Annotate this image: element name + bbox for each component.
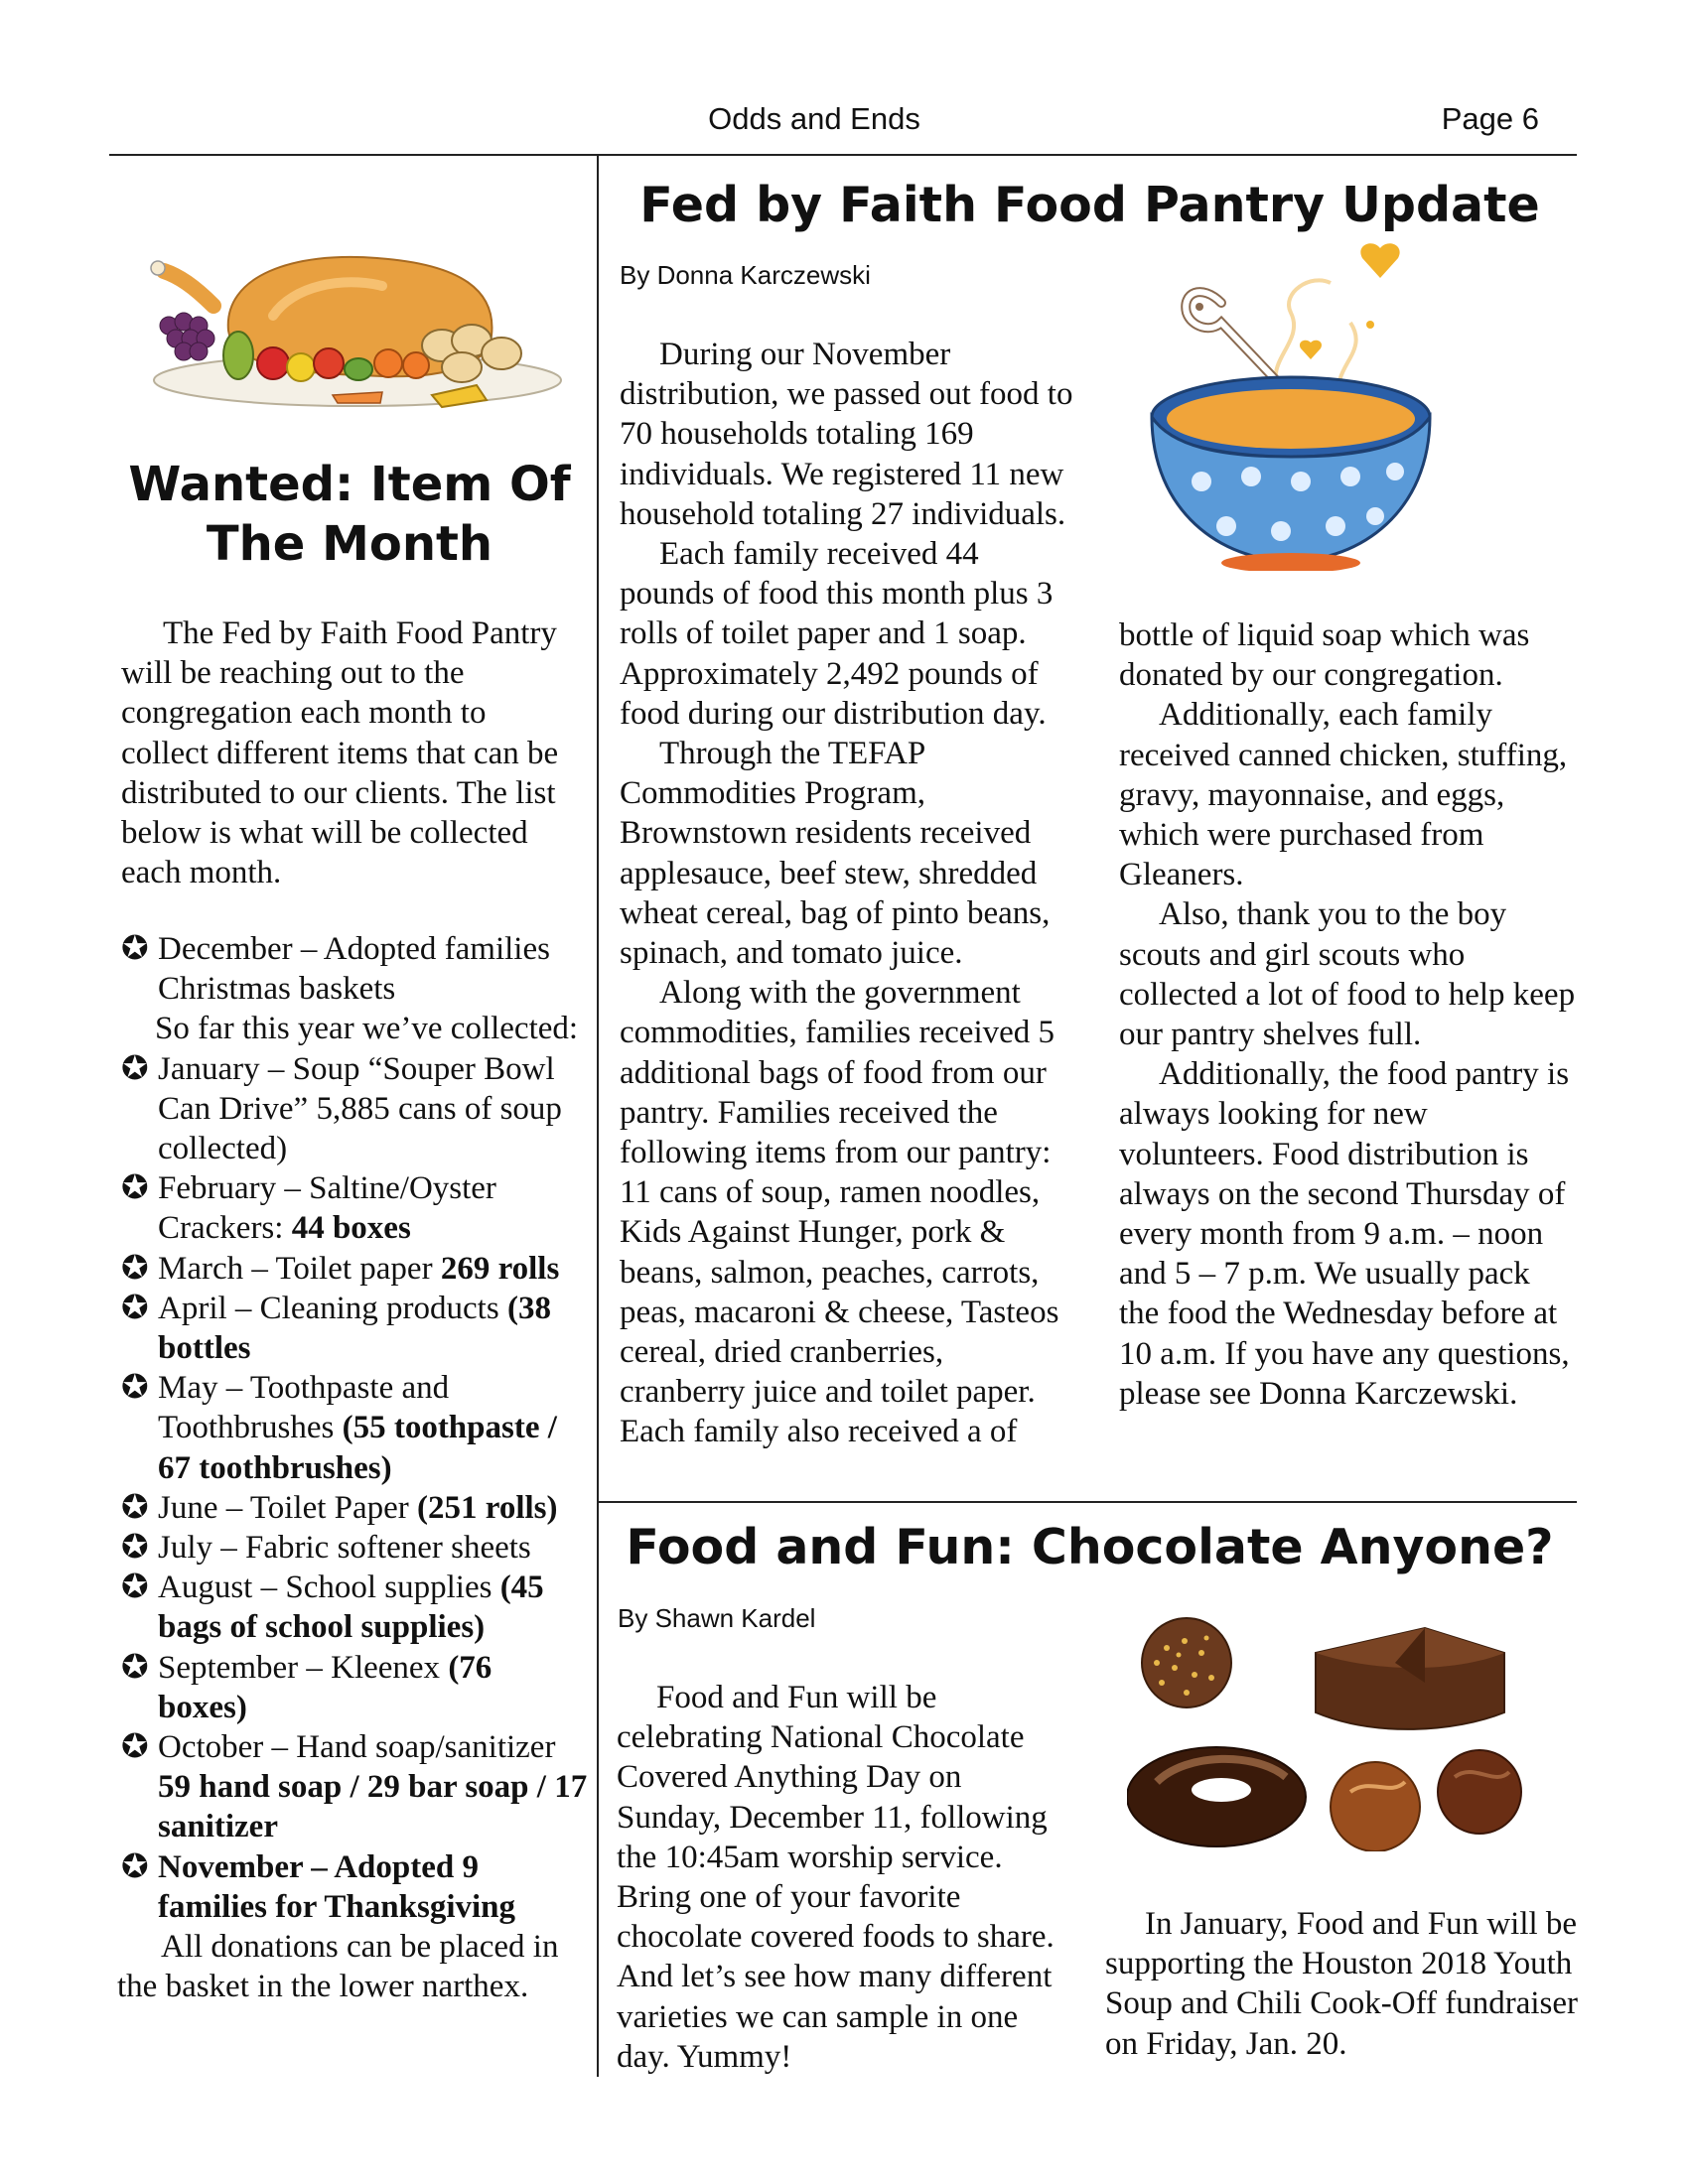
article-divider (599, 1501, 1577, 1503)
article1-title: Fed by Faith Food Pantry Update (639, 177, 1540, 233)
list-item: ✪ April – Cleaning products (38 bottles (121, 1290, 551, 1367)
wanted-title: Wanted: Item Of The Month (128, 457, 571, 572)
list-item: ✪ August – School supplies (45 bags of school supplies) (121, 1570, 544, 1646)
paragraph: bottle of liquid soap which was donated by our congregation. (1119, 617, 1530, 694)
wanted-intro: The Fed by Faith Food Pantry will be reaching out to the congregation each month to collect different items that can be distributed to our clients. The list below is what will be collected each month. (121, 615, 559, 891)
article1-col1 (620, 335, 1076, 1452)
so-far-text: So far this year we’ve collected: (155, 1011, 579, 1047)
column-divider (597, 156, 599, 2077)
header-title: Odds and Ends (708, 101, 920, 136)
paragraph: During our November distribution, we passed out food to 70 households totaling 169 individuals. We registered 11 new household totaling 27 individuals. (620, 337, 1073, 532)
paragraph: Through the TEFAP Commodities Program, Brownstown residents received applesauce, beef stew, shredded wheat cereal, bag of pinto beans, spinach, and tomato juice. (620, 736, 1051, 972)
list-item: ✪ June – Toilet Paper (251 rolls) (121, 1489, 558, 1526)
list-item: ✪ December – Adopted families Christmas baskets (121, 931, 550, 1008)
article2-col2 (1105, 1904, 1582, 2064)
article1-byline: By Donna Karczewski (620, 260, 871, 290)
article2-title: Food and Fun: Chocolate Anyone? (626, 1519, 1554, 1575)
header-rule (109, 154, 1577, 156)
soup-bowl-icon (1142, 243, 1440, 571)
list-item: ✪ May – Toothpaste and Toothbrushes (55 toothpaste / 67 toothbrushes) (121, 1370, 557, 1486)
list-item: ✪ February – Saltine/Oyster Crackers: 44 boxes (121, 1170, 496, 1247)
page-number: Page 6 (1441, 101, 1539, 136)
list-item: ✪ July – Fabric softener sheets (121, 1530, 531, 1567)
paragraph: Food and Fun will be celebrating National Chocolate Covered Anything Day on Sunday, December 11, following the 10:45am worship service. Bring one of your favorite chocolate covered foods to share. And let’s see how many different varieties we can sample in one day. Yummy! (617, 1680, 1055, 2075)
paragraph: Additionally, each family received canned chicken, stuffing, gravy, mayonnaise, and eggs, which were purchased from Gleaners. (1119, 697, 1568, 893)
article2-byline: By Shawn Kardel (618, 1603, 816, 1633)
paragraph: In January, Food and Fun will be supporting the Houston 2018 Youth Soup and Chili Cook-Off fundraiser on Friday, Jan. 20. (1105, 1906, 1579, 2062)
paragraph: Along with the government commodities, families received 5 additional bags of food from our pantry. Families received the following items from our pantry: 11 cans of soup, ramen noodles, Kids Against Hunger, pork & beans, salmon, peaches, carrots, peas, macaroni & cheese, Tasteos cereal, dried cranberries, cranberry juice and toilet paper. Each family also received a of (620, 975, 1059, 1450)
donations-note: All donations can be placed in the basket in the lower narthex. (117, 1929, 559, 2005)
list-item: ✪ October – Hand soap/sanitizer 59 hand soap / 29 bar soap / 17 sanitizer (121, 1729, 588, 1845)
article1-col2 (1119, 615, 1576, 1414)
paragraph: Additionally, the food pantry is always looking for new volunteers. Food distribution is always on the second Thursday of every month from 9 a.m. – noon and 5 – 7 p.m. We usually pack the food the Wednesday before at 10 a.m. If you have any questions, please see Donna Karczewski. (1119, 1056, 1570, 1412)
paragraph: Each family received 44 pounds of food this month plus 3 rolls of toilet paper and 1 soap. Approximately 2,492 pounds of food during our distribution day. (620, 536, 1054, 732)
thanksgiving-turkey-icon (134, 246, 571, 415)
item-list (117, 929, 588, 2006)
chocolates-icon (1127, 1613, 1544, 1851)
list-item: ✪ January – Soup “Souper Bowl Can Drive” 5,885 cans of soup collected) (121, 1050, 562, 1167)
list-item: ✪ November – Adopted 9 families for Thanksgiving (121, 1848, 516, 1925)
list-item: ✪ March – Toilet paper 269 rolls (121, 1250, 560, 1287)
paragraph: Also, thank you to the boy scouts and girl scouts who collected a lot of food to help keep our pantry shelves full. (1119, 896, 1576, 1053)
list-item: ✪ September – Kleenex (76 boxes) (121, 1649, 492, 1725)
article2-col1 (617, 1678, 1073, 2077)
